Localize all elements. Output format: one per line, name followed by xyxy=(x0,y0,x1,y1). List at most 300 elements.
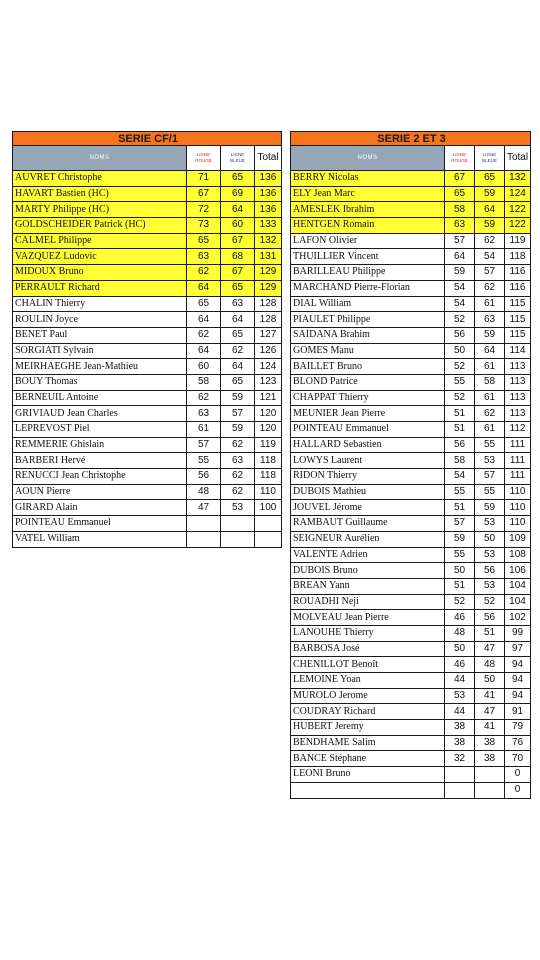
table-row xyxy=(291,547,531,563)
table-row xyxy=(291,171,531,187)
ligne-rouge-score: 64 xyxy=(187,280,221,296)
player-name: MOLVEAU Jean Pierre xyxy=(291,610,445,626)
total-score: 114 xyxy=(505,343,531,359)
ligne-rouge-score: 55 xyxy=(445,484,475,500)
total-score: 100 xyxy=(255,500,282,516)
player-name: BLOND Patrice xyxy=(291,374,445,390)
player-name: LEMOINE Yoan xyxy=(291,673,445,689)
ligne-rouge-score: 60 xyxy=(187,359,221,375)
ligne-rouge-score: 62 xyxy=(187,390,221,406)
player-name: MEIRHAEGHE Jean-Mathieu xyxy=(13,359,187,375)
total-score: 118 xyxy=(255,453,282,469)
ligne-bleue-score: 64 xyxy=(221,312,255,328)
table-row xyxy=(13,327,282,343)
player-name: GOMES Manu xyxy=(291,343,445,359)
total-score: 94 xyxy=(505,657,531,673)
ligne-bleue-score: 51 xyxy=(475,625,505,641)
total-score: 113 xyxy=(505,406,531,422)
total-score: 111 xyxy=(505,469,531,485)
table-row xyxy=(291,735,531,751)
total-score: 116 xyxy=(505,280,531,296)
total-score: 115 xyxy=(505,327,531,343)
ligne-bleue-score: 64 xyxy=(221,202,255,218)
ligne-rouge-score: 55 xyxy=(187,453,221,469)
player-name: SAIDANA Brahim xyxy=(291,327,445,343)
ligne-bleue-score: 58 xyxy=(475,374,505,390)
player-name: HUBERT Jeremy xyxy=(291,720,445,736)
table-row xyxy=(291,484,531,500)
ligne-rouge-score: 65 xyxy=(187,233,221,249)
player-name: HENTGEN Romain xyxy=(291,218,445,234)
ligne-rouge-score xyxy=(187,516,221,532)
total-score: 94 xyxy=(505,673,531,689)
table-row xyxy=(13,218,282,234)
ligne-bleue-score: 67 xyxy=(221,265,255,281)
total-score: 132 xyxy=(505,171,531,187)
ligne-rouge-score: 63 xyxy=(187,406,221,422)
player-name: VAZQUEZ Ludovic xyxy=(13,249,187,265)
ligne-rouge-score: 63 xyxy=(187,249,221,265)
ligne-bleue-score: 57 xyxy=(221,406,255,422)
ligne-bleue-score: 38 xyxy=(475,735,505,751)
ligne-rouge-score: 67 xyxy=(445,171,475,187)
total-score: 120 xyxy=(255,422,282,438)
total-score: 108 xyxy=(505,547,531,563)
total-score: 115 xyxy=(505,312,531,328)
player-name: COUDRAY Richard xyxy=(291,704,445,720)
player-name: MUROLO Jerome xyxy=(291,688,445,704)
table-row xyxy=(291,312,531,328)
ligne-bleue-score: 62 xyxy=(475,280,505,296)
ligne-bleue-score: 53 xyxy=(475,453,505,469)
player-name: GRIVIAUD Jean Charles xyxy=(13,406,187,422)
noms-header: NOMS xyxy=(13,146,187,171)
table-row xyxy=(291,563,531,579)
ligne-bleue-score: 50 xyxy=(475,531,505,547)
total-header: Total xyxy=(505,146,531,171)
total-score: 132 xyxy=(255,233,282,249)
player-name xyxy=(291,782,445,798)
table-row xyxy=(291,625,531,641)
player-name: POINTEAU Emmanuel xyxy=(13,516,187,532)
total-score xyxy=(255,516,282,532)
player-name: RENUCCI Jean Christophe xyxy=(13,469,187,485)
ligne-bleue-score: 62 xyxy=(221,343,255,359)
total-score: 126 xyxy=(255,343,282,359)
ligne-rouge-score: 71 xyxy=(187,171,221,187)
total-score xyxy=(255,531,282,547)
total-score: 113 xyxy=(505,374,531,390)
table-row xyxy=(291,327,531,343)
player-name: SORGIATI Sylvain xyxy=(13,343,187,359)
serie-2-et-3-title: SERIE 2 ET 3 xyxy=(291,132,531,146)
ligne-rouge-score: 50 xyxy=(445,563,475,579)
ligne-rouge-score: 51 xyxy=(445,578,475,594)
table-row xyxy=(13,249,282,265)
player-name: CALMEL Philippe xyxy=(13,233,187,249)
ligne-rouge-score: 73 xyxy=(187,218,221,234)
table-row xyxy=(13,406,282,422)
ligne-bleue-score: 65 xyxy=(221,171,255,187)
ligne-bleue-score: 57 xyxy=(475,469,505,485)
ligne-bleue-score: 41 xyxy=(475,720,505,736)
total-score: 99 xyxy=(505,625,531,641)
serie-cf1-title: SERIE CF/1 xyxy=(13,132,282,146)
player-name: POINTEAU Emmanuel xyxy=(291,422,445,438)
table-row xyxy=(291,280,531,296)
total-score: 104 xyxy=(505,578,531,594)
total-score: 133 xyxy=(255,218,282,234)
table-row xyxy=(13,171,282,187)
ligne-rouge-score: 52 xyxy=(445,359,475,375)
ligne-bleue-score: 48 xyxy=(475,657,505,673)
player-name: AUVRET Christophe xyxy=(13,171,187,187)
ligne-rouge-score: 52 xyxy=(445,390,475,406)
table-row xyxy=(291,688,531,704)
player-name: RIDON Thierry xyxy=(291,469,445,485)
ligne-bleue-score: 62 xyxy=(475,233,505,249)
player-name: HALLARD Sebastien xyxy=(291,437,445,453)
total-score: 115 xyxy=(505,296,531,312)
ligne-rouge-score: 44 xyxy=(445,673,475,689)
table-row xyxy=(13,280,282,296)
table-row xyxy=(291,594,531,610)
table-row xyxy=(13,422,282,438)
ligne-rouge-score: 52 xyxy=(445,594,475,610)
total-score: 119 xyxy=(505,233,531,249)
table-row xyxy=(13,500,282,516)
table-row xyxy=(291,406,531,422)
ligne-bleue-score: 65 xyxy=(221,280,255,296)
table-row xyxy=(291,374,531,390)
total-score: 124 xyxy=(505,186,531,202)
serie-2-et-3-table xyxy=(290,131,531,799)
ligne-rouge-score: 38 xyxy=(445,720,475,736)
ligne-bleue-score: 62 xyxy=(221,484,255,500)
total-score: 136 xyxy=(255,202,282,218)
table-row xyxy=(291,390,531,406)
ligne-bleue-score: 59 xyxy=(475,186,505,202)
player-name: PERRAULT Richard xyxy=(13,280,187,296)
ligne-rouge-score: 50 xyxy=(445,641,475,657)
ligne-rouge-score: 38 xyxy=(445,735,475,751)
ligne-bleue-score: 61 xyxy=(475,390,505,406)
table-row xyxy=(291,657,531,673)
total-score: 136 xyxy=(255,171,282,187)
ligne-rouge-score: 57 xyxy=(187,437,221,453)
table-row xyxy=(291,218,531,234)
player-name: PIAULET Philippe xyxy=(291,312,445,328)
ligne-bleue-score: 56 xyxy=(475,563,505,579)
player-name: BAILLET Bruno xyxy=(291,359,445,375)
ligne-rouge-score: 53 xyxy=(445,688,475,704)
player-name: BERNEUIL Antoine xyxy=(13,390,187,406)
table-row xyxy=(13,484,282,500)
total-score: 79 xyxy=(505,720,531,736)
player-name: THUILLIER Vincent xyxy=(291,249,445,265)
player-name: ROUADHI Neji xyxy=(291,594,445,610)
ligne-bleue-header: LIGNE BLEUE xyxy=(221,146,255,171)
ligne-bleue-score: 59 xyxy=(475,218,505,234)
ligne-bleue-score xyxy=(475,782,505,798)
total-score: 110 xyxy=(505,500,531,516)
total-score: 116 xyxy=(505,265,531,281)
ligne-rouge-score: 72 xyxy=(187,202,221,218)
player-name: BENDHAME Salim xyxy=(291,735,445,751)
total-score: 91 xyxy=(505,704,531,720)
total-score: 110 xyxy=(505,516,531,532)
player-name: CHAPPAT Thierry xyxy=(291,390,445,406)
table-row xyxy=(291,469,531,485)
player-name: BERRY Nicolas xyxy=(291,171,445,187)
table-row xyxy=(291,233,531,249)
ligne-rouge-score: 44 xyxy=(445,704,475,720)
table-row xyxy=(291,751,531,767)
total-score: 128 xyxy=(255,312,282,328)
player-name: MIDOUX Bruno xyxy=(13,265,187,281)
ligne-rouge-header: LIGNE ROUGE xyxy=(187,146,221,171)
ligne-bleue-score: 64 xyxy=(475,343,505,359)
total-score: 97 xyxy=(505,641,531,657)
ligne-bleue-score: 61 xyxy=(475,296,505,312)
ligne-rouge-score: 47 xyxy=(187,500,221,516)
total-score: 136 xyxy=(255,186,282,202)
total-score: 124 xyxy=(255,359,282,375)
ligne-bleue-score: 53 xyxy=(475,547,505,563)
player-name: LEPREVOST Piel xyxy=(13,422,187,438)
ligne-rouge-score: 55 xyxy=(445,547,475,563)
player-name: LOWYS Laurent xyxy=(291,453,445,469)
table-row xyxy=(291,437,531,453)
total-score: 111 xyxy=(505,437,531,453)
total-score: 110 xyxy=(255,484,282,500)
total-score: 127 xyxy=(255,327,282,343)
total-score: 0 xyxy=(505,767,531,783)
ligne-rouge-score: 62 xyxy=(187,265,221,281)
total-score: 109 xyxy=(505,531,531,547)
ligne-bleue-score: 47 xyxy=(475,641,505,657)
ligne-rouge-score: 48 xyxy=(187,484,221,500)
ligne-bleue-score: 65 xyxy=(221,327,255,343)
ligne-bleue-score: 53 xyxy=(475,516,505,532)
ligne-rouge-score: 46 xyxy=(445,610,475,626)
table-row xyxy=(13,186,282,202)
player-name: VALENTE Adrien xyxy=(291,547,445,563)
ligne-bleue-score: 65 xyxy=(221,374,255,390)
total-score: 128 xyxy=(255,296,282,312)
table-row xyxy=(291,296,531,312)
player-name: BANCE Stéphane xyxy=(291,751,445,767)
ligne-rouge-score: 65 xyxy=(445,186,475,202)
total-score: 94 xyxy=(505,688,531,704)
total-score: 120 xyxy=(255,406,282,422)
table-row xyxy=(291,453,531,469)
table-row xyxy=(13,516,282,532)
table-row xyxy=(291,422,531,438)
ligne-bleue-score: 57 xyxy=(475,265,505,281)
table-row xyxy=(291,359,531,375)
ligne-bleue-score: 52 xyxy=(475,594,505,610)
ligne-rouge-score: 58 xyxy=(445,453,475,469)
table-row xyxy=(291,704,531,720)
table-row xyxy=(291,516,531,532)
total-score: 118 xyxy=(255,469,282,485)
table-row xyxy=(291,720,531,736)
total-score: 104 xyxy=(505,594,531,610)
total-header: Total xyxy=(255,146,282,171)
ligne-rouge-score: 54 xyxy=(445,469,475,485)
player-name: DUBOIS Bruno xyxy=(291,563,445,579)
table-row xyxy=(291,202,531,218)
table-row xyxy=(291,782,531,798)
player-name: BARBERI Hervé xyxy=(13,453,187,469)
ligne-rouge-score: 51 xyxy=(445,422,475,438)
table-row xyxy=(13,437,282,453)
ligne-bleue-score: 61 xyxy=(475,422,505,438)
total-score: 119 xyxy=(255,437,282,453)
ligne-rouge-score: 56 xyxy=(445,437,475,453)
table-row xyxy=(291,767,531,783)
ligne-rouge-score xyxy=(187,531,221,547)
ligne-rouge-score: 52 xyxy=(445,312,475,328)
ligne-bleue-score: 59 xyxy=(475,500,505,516)
ligne-bleue-score: 55 xyxy=(475,484,505,500)
player-name: ROULIN Joyce xyxy=(13,312,187,328)
ligne-rouge-score: 48 xyxy=(445,625,475,641)
table-row xyxy=(13,312,282,328)
table-row xyxy=(291,641,531,657)
ligne-bleue-score: 63 xyxy=(221,453,255,469)
ligne-bleue-score: 56 xyxy=(475,610,505,626)
ligne-bleue-score xyxy=(475,767,505,783)
player-name: REMMERIE Ghislain xyxy=(13,437,187,453)
table-row xyxy=(13,390,282,406)
ligne-bleue-score: 54 xyxy=(475,249,505,265)
table-row xyxy=(13,359,282,375)
total-score: 122 xyxy=(505,202,531,218)
ligne-rouge-score: 59 xyxy=(445,531,475,547)
ligne-rouge-score: 55 xyxy=(445,374,475,390)
ligne-rouge-score: 51 xyxy=(445,500,475,516)
player-name: LEONI Bruno xyxy=(291,767,445,783)
table-row xyxy=(291,343,531,359)
ligne-bleue-score: 62 xyxy=(221,469,255,485)
ligne-bleue-score xyxy=(221,516,255,532)
player-name: CHALIN Thierry xyxy=(13,296,187,312)
ligne-bleue-score: 59 xyxy=(475,327,505,343)
ligne-bleue-score: 63 xyxy=(221,296,255,312)
ligne-bleue-score: 53 xyxy=(475,578,505,594)
player-name: DUBOIS Mathieu xyxy=(291,484,445,500)
table-row xyxy=(13,453,282,469)
player-name: AOUN Pierre xyxy=(13,484,187,500)
total-score: 110 xyxy=(505,484,531,500)
player-name: HAVART Bastien (HC) xyxy=(13,186,187,202)
total-score: 121 xyxy=(255,390,282,406)
player-name: MEUNIER Jean Pierre xyxy=(291,406,445,422)
player-name: GOLDSCHEIDER Patrick (HC) xyxy=(13,218,187,234)
player-name: SEIGNEUR Aurélien xyxy=(291,531,445,547)
player-name: BARBOSA José xyxy=(291,641,445,657)
player-name: BREAN Yann xyxy=(291,578,445,594)
table-row xyxy=(13,265,282,281)
ligne-rouge-score: 56 xyxy=(187,469,221,485)
total-score: 118 xyxy=(505,249,531,265)
table-row xyxy=(13,233,282,249)
ligne-bleue-score: 59 xyxy=(221,422,255,438)
table-row xyxy=(13,374,282,390)
table-row xyxy=(13,296,282,312)
ligne-rouge-score: 50 xyxy=(445,343,475,359)
ligne-rouge-score: 54 xyxy=(445,280,475,296)
ligne-bleue-score xyxy=(221,531,255,547)
total-score: 131 xyxy=(255,249,282,265)
ligne-bleue-score: 62 xyxy=(475,406,505,422)
ligne-rouge-score: 65 xyxy=(187,296,221,312)
total-score: 129 xyxy=(255,265,282,281)
player-name: LANOUHE Thierry xyxy=(291,625,445,641)
ligne-bleue-score: 62 xyxy=(221,437,255,453)
ligne-rouge-score: 58 xyxy=(187,374,221,390)
ligne-rouge-score: 67 xyxy=(187,186,221,202)
ligne-bleue-score: 69 xyxy=(221,186,255,202)
player-name: ELY Jean Marc xyxy=(291,186,445,202)
ligne-bleue-score: 41 xyxy=(475,688,505,704)
ligne-rouge-score: 56 xyxy=(445,327,475,343)
total-score: 106 xyxy=(505,563,531,579)
ligne-rouge-score: 57 xyxy=(445,516,475,532)
ligne-bleue-header: LIGNE BLEUE xyxy=(475,146,505,171)
total-score: 122 xyxy=(505,218,531,234)
player-name: LAFON Olivier xyxy=(291,233,445,249)
ligne-rouge-score: 58 xyxy=(445,202,475,218)
ligne-bleue-score: 50 xyxy=(475,673,505,689)
player-name: BARILLEAU Philippe xyxy=(291,265,445,281)
player-name: DIAL William xyxy=(291,296,445,312)
ligne-rouge-score: 62 xyxy=(187,327,221,343)
ligne-bleue-score: 55 xyxy=(475,437,505,453)
table-row xyxy=(291,531,531,547)
ligne-rouge-score: 64 xyxy=(187,343,221,359)
total-score: 111 xyxy=(505,453,531,469)
player-name: BENET Paul xyxy=(13,327,187,343)
player-name: CHENILLOT Benoît xyxy=(291,657,445,673)
total-score: 113 xyxy=(505,390,531,406)
player-name: JOUVEL Jérome xyxy=(291,500,445,516)
total-score: 129 xyxy=(255,280,282,296)
ligne-bleue-score: 64 xyxy=(221,359,255,375)
player-name: MARTY Philippe (HC) xyxy=(13,202,187,218)
table-row xyxy=(13,531,282,547)
total-score: 0 xyxy=(505,782,531,798)
ligne-bleue-score: 64 xyxy=(475,202,505,218)
ligne-bleue-score: 67 xyxy=(221,233,255,249)
ligne-bleue-score: 59 xyxy=(221,390,255,406)
ligne-bleue-score: 63 xyxy=(475,312,505,328)
ligne-rouge-score: 46 xyxy=(445,657,475,673)
table-row xyxy=(291,673,531,689)
total-score: 70 xyxy=(505,751,531,767)
ligne-rouge-score: 64 xyxy=(445,249,475,265)
player-name: BOUY Thomas xyxy=(13,374,187,390)
ligne-rouge-score: 59 xyxy=(445,265,475,281)
table-row xyxy=(13,343,282,359)
ligne-bleue-score: 61 xyxy=(475,359,505,375)
ligne-rouge-score: 61 xyxy=(187,422,221,438)
table-row xyxy=(291,500,531,516)
ligne-rouge-score: 57 xyxy=(445,233,475,249)
ligne-rouge-score: 32 xyxy=(445,751,475,767)
